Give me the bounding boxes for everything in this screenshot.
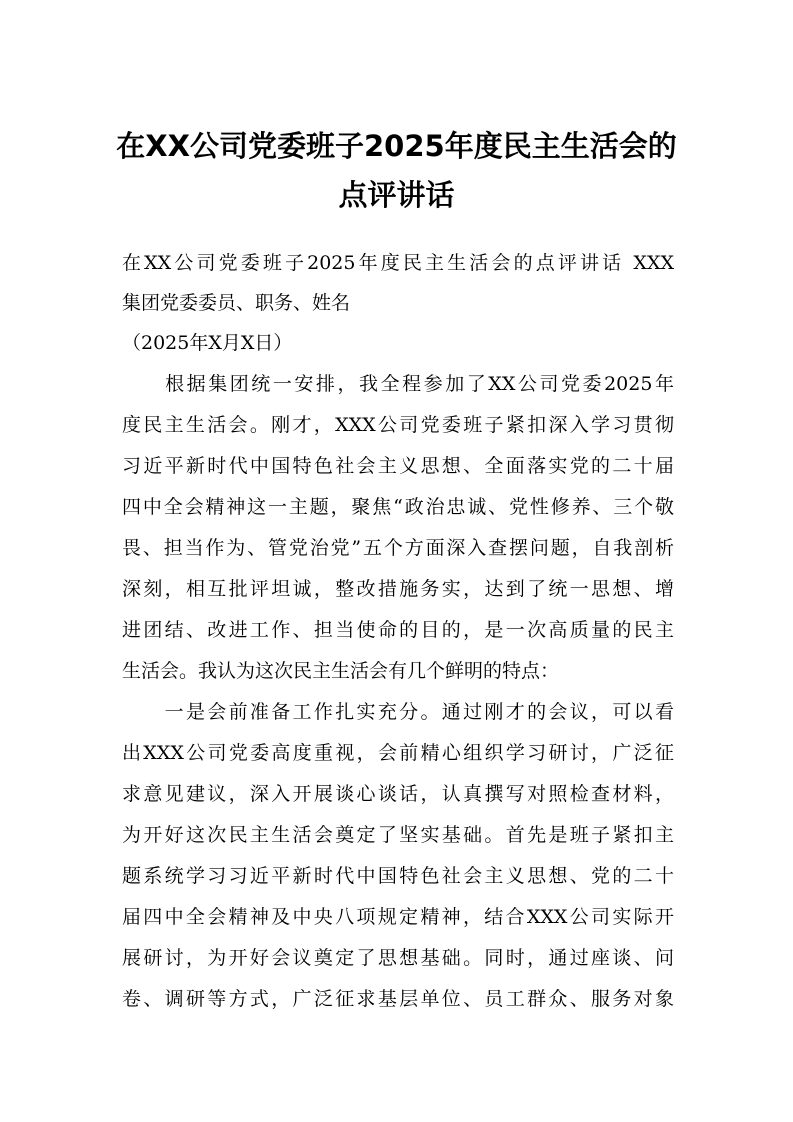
paragraph-line: 习近平新时代中国特色社会主义思想、全面落实党的二十届 [122,455,674,477]
paragraph-line: 求意见建议，深入开展谈心谈话，认真撰写对照检查材料， [122,783,674,805]
paragraph-line: 深刻，相互批评坦诚，整改措施务实，达到了统一思想、增 [122,578,674,600]
document-title-line-1: 在XX公司党委班子2025年度民主生活会的 [116,129,677,163]
paragraph-line: 出XXX公司党委高度重视，会前精心组织学习研讨，广泛征 [122,742,674,764]
subtitle-line: 在XX公司党委班子2025年度民主生活会的点评讲话 XXX [122,252,674,274]
paragraph-line: 四中全会精神这一主题，聚焦“政治忠诚、党性修养、三个敬 [122,496,674,518]
document-title-line-2: 点评讲话 [338,178,455,212]
paragraph-line: 一是会前准备工作扎实充分。通过刚才的会议，可以看 [122,701,674,723]
paragraph-line: 题系统学习习近平新时代中国特色社会主义思想、党的二十 [122,865,674,887]
date-line: （2025年X月X日） [122,332,293,354]
paragraph-line: 展研讨，为开好会议奠定了思想基础。同时，通过座谈、问 [122,947,674,969]
paragraph-line: 进团结、改进工作、担当使命的目的，是一次高质量的民主 [122,619,674,641]
paragraph-line: 根据集团统一安排，我全程参加了XX公司党委2025年 [122,373,674,395]
speaker-line: 集团党委委员、职务、姓名 [122,292,351,314]
paragraph-line: 卷、调研等方式，广泛征求基层单位、员工群众、服务对象 [122,988,674,1010]
paragraph-line: 为开好这次民主生活会奠定了坚实基础。首先是班子紧扣主 [122,824,674,846]
paragraph-line: 度民主生活会。刚才，XXX公司党委班子紧扣深入学习贯彻 [122,414,674,436]
paragraph-line: 生活会。我认为这次民主生活会有几个鲜明的特点： [122,660,560,682]
paragraph-line: 畏、担当作为、管党治党”五个方面深入查摆问题，自我剖析 [122,537,674,559]
paragraph-line: 届四中全会精神及中央八项规定精神，结合XXX公司实际开 [122,906,674,928]
